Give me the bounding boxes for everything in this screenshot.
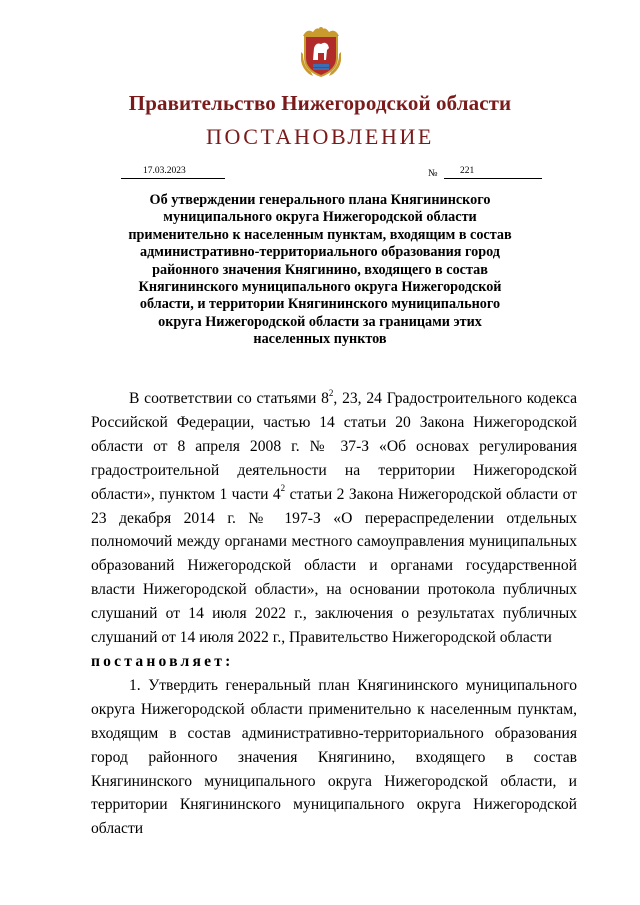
subject-line: Об утверждении генерального плана Княгининского xyxy=(149,192,491,208)
subject-line: области, и территории Княгининского муниципального xyxy=(139,296,501,313)
government-name: Правительство Нижегородской области xyxy=(128,91,512,115)
preamble-part: , 23, 24 Градостроительного кодекса Российской Федерации, частью 14 статьи 20 Закона Нижегородской области от 8 апреля 2008 г. № 37-З «Об основах регулирования градостроительной деятельности на территории Нижегородской области», пунктом 1 части 4 xyxy=(91,390,577,503)
coat-of-arms-icon xyxy=(301,26,341,78)
document-body xyxy=(91,387,577,841)
subject-line: округа Нижегородской области за границами этих xyxy=(158,313,482,330)
body-paragraph-1: 1. Утвердить генеральный план Княгининского муниципального округа Нижегородской области применительно к населенным пунктам, входящим в состав административно-территориального образования город районного значения Княгинино, входящего в состав Княгининского муниципального округа Нижегородской области, и территории Княгининского муниципального округа Нижегородской области xyxy=(91,676,577,838)
document-type: ПОСТАНОВЛЕНИЕ xyxy=(206,124,434,149)
body-paragraph-preamble xyxy=(91,387,577,650)
subject-line: применительно к населенным пунктам, входящим в состав xyxy=(128,226,512,243)
preamble-part: В соответствии со статьями 8 xyxy=(129,390,329,407)
document-number: 221 xyxy=(444,166,542,179)
superscript: 2 xyxy=(280,483,286,494)
subject-line: Княгининского муниципального округа Нижегородской xyxy=(138,279,502,296)
subject-line: муниципального округа Нижегородской области xyxy=(163,209,477,226)
superscript: 2 xyxy=(328,387,334,398)
document-date: 17.03.2023 xyxy=(121,166,225,179)
document-subject xyxy=(110,192,530,349)
preamble-part: статьи 2 Закона Нижегородской области от 23 декабря 2014 г. № 197-З «О перераспределении отдельных полномочий между органами местного самоуправления муниципальных образований Нижегородской области и органами государственной власти Нижегородской области», на основании протокола публичных слушаний от 14 июля 2022 г., заключения о результатах публичных слушаний от 14 июля 2022 г., Правительство Нижегородской области xyxy=(91,485,577,647)
number-label: № xyxy=(428,168,438,179)
decree-word: постановляет: xyxy=(91,652,234,670)
subject-line: населенных пунктов xyxy=(253,331,387,348)
subject-line: административно-территориального образования город xyxy=(140,244,500,261)
subject-line: районного значения Княгинино, входящего в состав xyxy=(152,261,488,278)
